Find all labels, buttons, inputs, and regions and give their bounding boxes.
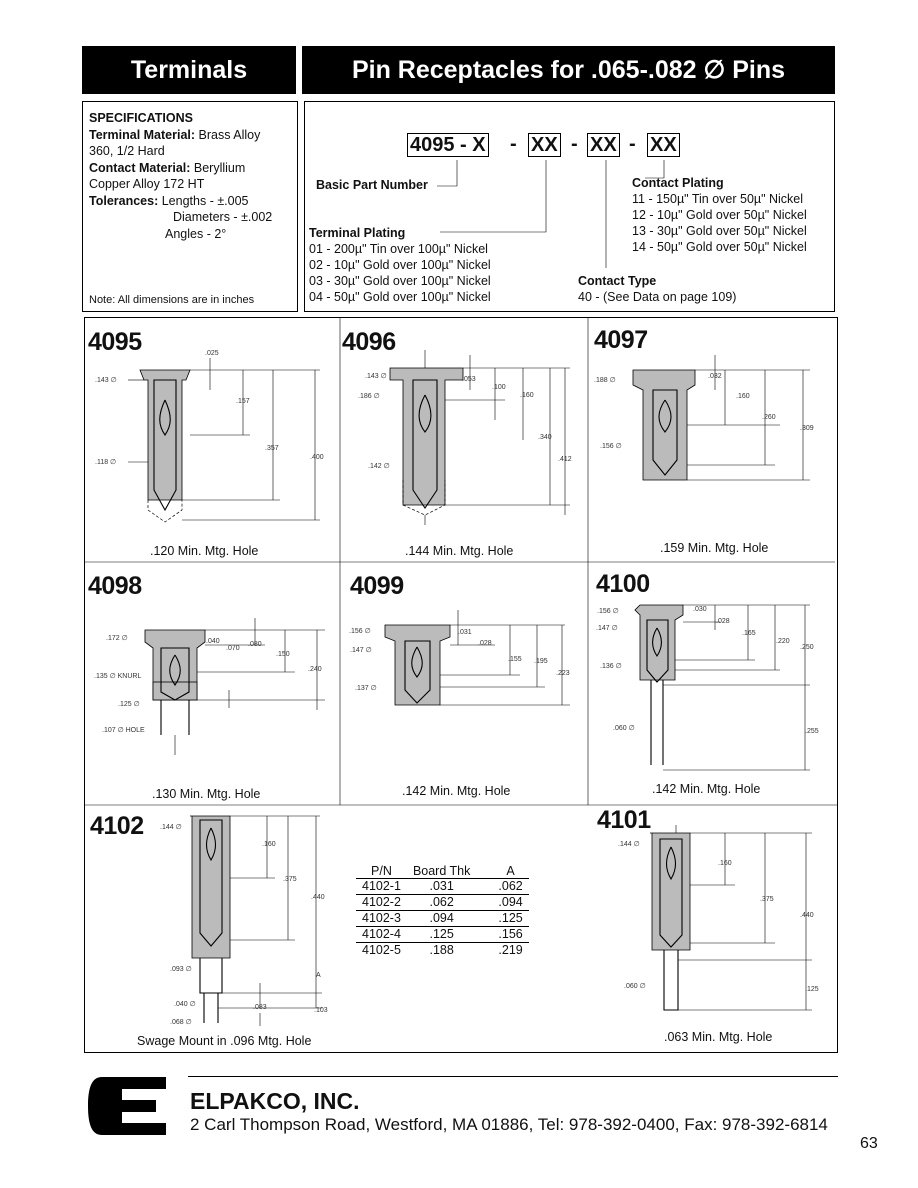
part-4095-drawing [90, 340, 330, 530]
part-4101-mtg-hole: .063 Min. Mtg. Hole [664, 1030, 773, 1044]
table-cell: .188 [429, 943, 454, 957]
dim-label: .025 [205, 350, 219, 357]
table-cell: 4102-4 [356, 927, 407, 943]
part-4095-number: 4095 [88, 328, 142, 356]
dim-label: .223 [556, 670, 570, 677]
dim-label: .136 ∅ [600, 663, 622, 670]
table-row [356, 911, 529, 927]
spec-note: Note: All dimensions are in inches [89, 293, 255, 306]
dim-label: .147 ∅ [350, 647, 372, 654]
pn-segment-contact-plating: XX [647, 133, 680, 157]
terminal-plating-01: 01 - 200µ" Tin over 100µ" Nickel [309, 242, 488, 256]
company-address: 2 Carl Thompson Road, Westford, MA 01886, Tel: 978-392-0400, Fax: 978-392-6814 [190, 1115, 828, 1134]
part-4099-mtg-hole: .142 Min. Mtg. Hole [402, 784, 511, 798]
spec-contact-material-2: Copper Alloy 172 HT [89, 177, 205, 191]
table-cell: .125 [476, 911, 528, 927]
dim-label: .195 [534, 658, 548, 665]
dim-label: .375 [760, 896, 774, 903]
footer-rule [188, 1076, 838, 1077]
dim-label: .040 ∅ [174, 1001, 196, 1008]
dim-label: .060 ∅ [624, 983, 646, 990]
dim-label: .240 [308, 666, 322, 673]
table-cell: 4102-5 [362, 943, 401, 957]
spec-contact-material: Contact Material: Beryllium [89, 160, 246, 175]
dim-label: .160 [262, 841, 276, 848]
dim-label: .165 [742, 630, 756, 637]
part-4099-drawing [350, 605, 585, 725]
part-4100-number: 4100 [596, 570, 650, 598]
pn-segment-basic: 4095 - X [407, 133, 489, 157]
dim-label: .375 [283, 876, 297, 883]
dim-label: .080 [248, 641, 262, 648]
table-cell: .156 [476, 927, 528, 943]
dim-label: .040 [206, 638, 220, 645]
dim-label: .440 [311, 894, 325, 901]
dim-label: .125 ∅ [118, 701, 140, 708]
page-number: 63 [860, 1135, 878, 1152]
logo-letter: E [88, 1075, 89, 1076]
dim-label: .357 [265, 445, 279, 452]
dim-label: .053 [462, 376, 476, 383]
terminal-plating-02: 02 - 10µ" Gold over 100µ" Nickel [309, 258, 491, 272]
dim-label: .143 ∅ [365, 373, 387, 380]
contact-type-40: 40 - (See Data on page 109) [578, 290, 737, 304]
dim-label: .188 ∅ [594, 377, 616, 384]
dim-label: .118 ∅ [95, 459, 117, 466]
dim-label: .172 ∅ [106, 635, 128, 642]
part-4100-mtg-hole: .142 Min. Mtg. Hole [652, 782, 761, 796]
part-4102-mtg-hole: Swage Mount in .096 Mtg. Hole [137, 1034, 312, 1048]
spec-tol-angles: Angles - 2° [165, 226, 227, 241]
part-4097-mtg-hole: .159 Min. Mtg. Hole [660, 541, 769, 555]
dim-label: .093 ∅ [170, 966, 192, 973]
spec-terminal-material-2: 360, 1/2 Hard [89, 144, 165, 158]
dim-label: .155 [508, 656, 522, 663]
dim-label: .103 [314, 1007, 328, 1014]
dim-label: .160 [520, 392, 534, 399]
dim-label: .186 ∅ [358, 393, 380, 400]
part-4101-drawing [640, 825, 835, 1035]
dim-label: .135 ∅ KNURL [94, 673, 142, 680]
dim-label: .142 ∅ [368, 463, 390, 470]
pn-dash: - [629, 133, 636, 155]
part-4097-number: 4097 [594, 326, 648, 354]
contact-plating-13: 13 - 30µ" Gold over 50µ" Nickel [632, 224, 807, 238]
table-cell: .094 [407, 911, 476, 927]
dim-label: .150 [276, 651, 290, 658]
dim-label: .156 ∅ [597, 608, 619, 615]
table-row [356, 927, 529, 943]
part-4098-drawing [95, 600, 335, 770]
dim-label: .125 [805, 986, 819, 993]
table-header-row [356, 864, 529, 879]
dim-label: .440 [800, 912, 814, 919]
terminal-plating-03: 03 - 30µ" Gold over 100µ" Nickel [309, 274, 491, 288]
company-name: ELPAKCO, INC. [190, 1088, 360, 1114]
contact-plating-11: 11 - 150µ" Tin over 50µ" Nickel [632, 192, 804, 206]
dim-label: .340 [538, 434, 552, 441]
dim-label: .030 [693, 606, 707, 613]
section-header: Terminals [82, 46, 296, 94]
part-4097-drawing [595, 340, 835, 530]
contact-type-label: Contact Type [578, 274, 657, 288]
dim-label: .028 [716, 618, 730, 625]
dim-label: A [316, 972, 321, 979]
contact-plating-label: Contact Plating [632, 176, 724, 190]
dim-label: .070 [226, 645, 240, 652]
dim-label: .156 ∅ [349, 628, 371, 635]
basic-part-number-label: Basic Part Number [316, 178, 428, 192]
page-title: Pin Receptacles for .065-.082 ∅ Pins [302, 46, 835, 94]
table-cell: .031 [407, 879, 476, 895]
part-4099-number: 4099 [350, 572, 404, 600]
table-cell: .062 [407, 895, 476, 911]
pn-segment-terminal-plating: XX [528, 133, 561, 157]
table-cell: .219 [498, 943, 523, 957]
terminal-plating-04: 04 - 50µ" Gold over 100µ" Nickel [309, 290, 491, 304]
spec-heading: SPECIFICATIONS [89, 111, 193, 125]
table-cell: 4102-2 [356, 895, 407, 911]
dim-label: .157 [236, 398, 250, 405]
dim-label: .107 ∅ HOLE [102, 727, 145, 734]
part-4096-number: 4096 [342, 328, 396, 356]
part-4095-mtg-hole: .120 Min. Mtg. Hole [150, 544, 259, 558]
contact-plating-12: 12 - 10µ" Gold over 50µ" Nickel [632, 208, 807, 222]
table-header: Board Thk [407, 864, 476, 879]
table-cell: .094 [476, 895, 528, 911]
spec-tol-diameters: Diameters - ±.002 [173, 210, 273, 224]
part-4100-drawing [595, 600, 830, 780]
dim-label: .220 [776, 638, 790, 645]
dim-label: .060 ∅ [613, 725, 635, 732]
part-4102-table [356, 864, 529, 958]
dim-label: .309 [800, 425, 814, 432]
spec-terminal-material: Terminal Material: Brass Alloy [89, 127, 261, 142]
pn-segment-contact-type: XX [587, 133, 620, 157]
part-4098-number: 4098 [88, 572, 142, 600]
part-4098-mtg-hole: .130 Min. Mtg. Hole [152, 787, 261, 801]
table-row [356, 895, 529, 911]
dim-label: .083 [253, 1004, 267, 1011]
dim-label: .160 [718, 860, 732, 867]
dim-label: .160 [736, 393, 750, 400]
dim-label: .400 [310, 454, 324, 461]
dim-label: .068 ∅ [170, 1019, 192, 1026]
table-cell: .125 [407, 927, 476, 943]
terminal-plating-label: Terminal Plating [309, 226, 406, 240]
dim-label: .260 [762, 414, 776, 421]
dim-label: .031 [458, 629, 472, 636]
pn-dash: - [571, 133, 578, 155]
dim-label: .137 ∅ [355, 685, 377, 692]
contact-plating-14: 14 - 50µ" Gold over 50µ" Nickel [632, 240, 807, 254]
dim-label: .144 ∅ [160, 824, 182, 831]
dim-label: .255 [805, 728, 819, 735]
part-4102-number: 4102 [90, 812, 144, 840]
dim-label: .144 ∅ [618, 841, 640, 848]
table-row [356, 879, 529, 895]
dim-label: .412 [558, 456, 572, 463]
table-header: A [476, 864, 528, 879]
company-logo [88, 1075, 168, 1137]
dim-label: .032 [708, 373, 722, 380]
table-cell: 4102-3 [356, 911, 407, 927]
table-cell: 4102-1 [356, 879, 407, 895]
dim-label: .028 [478, 640, 492, 647]
table-row [356, 943, 529, 959]
table-header: P/N [356, 864, 407, 879]
dim-label: .147 ∅ [596, 625, 618, 632]
part-4101-number: 4101 [597, 806, 651, 834]
dim-label: .250 [800, 644, 814, 651]
dim-label: .143 ∅ [95, 377, 117, 384]
dim-label: .156 ∅ [600, 443, 622, 450]
pn-dash: - [510, 133, 517, 155]
spec-tolerances: Tolerances: Lengths - ±.005 [89, 193, 249, 208]
part-4096-mtg-hole: .144 Min. Mtg. Hole [405, 544, 514, 558]
dim-label: .100 [492, 384, 506, 391]
table-cell: .062 [476, 879, 528, 895]
